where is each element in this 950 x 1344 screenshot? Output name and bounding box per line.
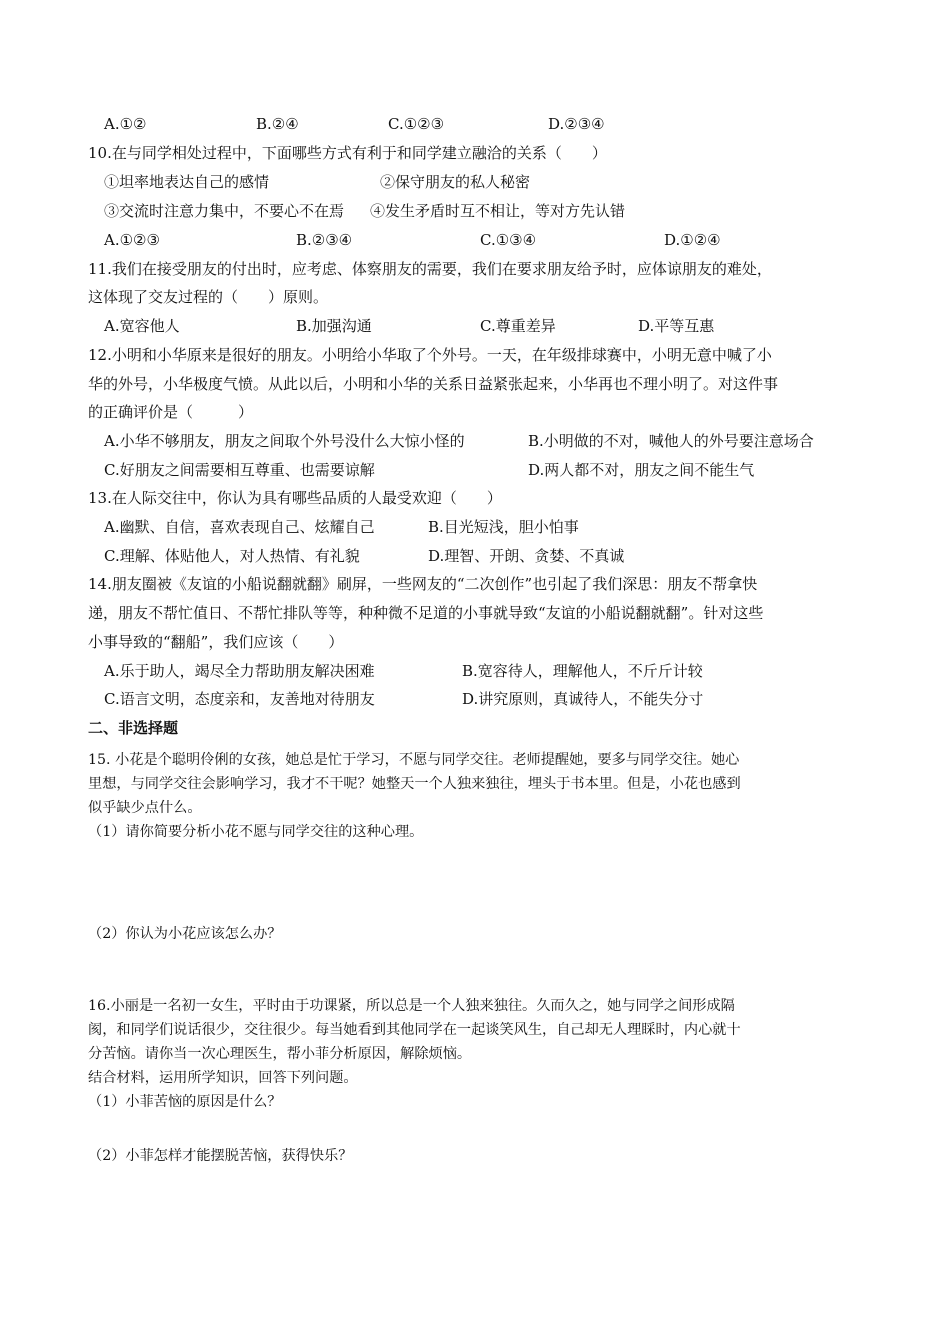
q14-stem-line-3: 小事导致的“翻船”，我们应该（ ） [88,633,344,651]
q15-stem-line-1: 15. 小花是个聪明伶俐的女孩，她总是忙于学习，不愿与同学交往。老师提醒她，要多与同学交往。她心 [88,752,740,768]
q10-item-3: ③交流时注意力集中，不要心不在焉 [104,202,345,220]
q11-option-a: A.宽容他人 [104,317,180,335]
q13-option-c: C.理解、体贴他人，对人热情、有礼貌 [104,547,360,565]
q15-subquestion-1: （1）请你简要分析小花不愿与同学交往的这种心理。 [88,824,424,840]
q9-option-b: B.②④ [256,115,299,133]
q10-option-d: D.①②④ [664,231,721,249]
q11-stem-line-2: 这体现了交友过程的（ ）原则。 [88,288,329,306]
q14-option-b: B.宽容待人，理解他人，不斤斤计较 [462,662,703,680]
q14-stem-line-2: 递，朋友不帮忙值日、不帮忙排队等等，种种微不足道的小事就导致“友谊的小船说翻就翻”。针对这些 [88,604,764,622]
q15-stem-line-2: 里想，与同学交往会影响学习，我才不干呢？她整天一个人独来独往，埋头于书本里。但是，小花也感到 [88,776,741,792]
section-heading: 二、非选择题 [88,719,179,737]
q12-stem-line-1: 12.小明和小华原来是很好的朋友。小明给小华取了个外号。一天，在年级排球赛中，小明无意中喊了小 [88,346,772,364]
q10-stem: 10.在与同学相处过程中，下面哪些方式有利于和同学建立融洽的关系（ ） [88,144,607,162]
q14-option-c: C.语言文明，态度亲和，友善地对待朋友 [104,690,375,708]
q15-stem-line-3: 似乎缺少点什么。 [88,800,202,816]
q16-stem-line-2: 阂，和同学们说话很少，交往很少。每当她看到其他同学在一起谈笑风生，自己却无人理睬时，内心就十 [88,1022,741,1038]
q13-option-b: B.目光短浅，胆小怕事 [428,518,579,536]
q14-stem-line-1: 14.朋友圈被《友谊的小船说翻就翻》刷屏，一些网友的“二次创作”也引起了我们深思：朋友不帮拿快 [88,575,758,593]
q16-stem-line-3: 分苦恼。请你当一次心理医生，帮小菲分析原因，解除烦恼。 [88,1046,472,1062]
q9-option-d: D.②③④ [548,115,605,133]
q16-instruction: 结合材料，运用所学知识，回答下列问题。 [88,1070,358,1086]
q12-option-b: B.小明做的不对，喊他人的外号要注意场合 [528,432,814,450]
q12-stem-line-3: 的正确评价是（ ） [88,403,254,421]
q12-option-d: D.两人都不对，朋友之间不能生气 [528,461,755,479]
q14-option-d: D.讲究原则，真诚待人，不能失分寸 [462,690,704,708]
q10-option-b: B.②③④ [296,231,353,249]
q12-option-a: A.小华不够朋友，朋友之间取个外号没什么大惊小怪的 [104,432,465,450]
q10-item-2: ②保守朋友的私人秘密 [380,173,531,191]
q15-subquestion-2: （2）你认为小花应该怎么办？ [88,926,282,942]
q9-option-c: C.①②③ [388,115,445,133]
q13-stem: 13.在人际交往中，你认为具有哪些品质的人最受欢迎（ ） [88,489,502,507]
q11-option-b: B.加强沟通 [296,317,372,335]
q12-option-c: C.好朋友之间需要相互尊重、也需要谅解 [104,461,375,479]
q11-option-d: D.平等互惠 [638,317,715,335]
q11-stem-line-1: 11.我们在接受朋友的付出时，应考虑、体察朋友的需要，我们在要求朋友给予时，应体谅朋友的难处， [88,260,772,278]
q11-option-c: C.尊重差异 [480,317,556,335]
q9-option-a: A.①② [104,115,147,133]
q16-subquestion-2: （2）小菲怎样才能摆脱苦恼，获得快乐？ [88,1148,353,1164]
q10-option-c: C.①③④ [480,231,537,249]
q10-option-a: A.①②③ [104,231,160,249]
q16-subquestion-1: （1）小菲苦恼的原因是什么？ [88,1094,282,1110]
q13-option-a: A.幽默、自信，喜欢表现自己、炫耀自己 [104,518,375,536]
q12-stem-line-2: 华的外号，小华极度气愤。从此以后，小明和小华的关系日益紧张起来，小华再也不理小明了。对这件事 [88,375,779,393]
q13-option-d: D.理智、开朗、贪婪、不真诚 [428,547,625,565]
q10-item-4: ④发生矛盾时互不相让，等对方先认错 [370,202,626,220]
q10-item-1: ①坦率地表达自己的感情 [104,173,270,191]
q14-option-a: A.乐于助人，竭尽全力帮助朋友解决困难 [104,662,375,680]
q16-stem-line-1: 16.小丽是一名初一女生，平时由于功课紧，所以总是一个人独来独往。久而久之，她与同学之间形成隔 [88,998,735,1014]
